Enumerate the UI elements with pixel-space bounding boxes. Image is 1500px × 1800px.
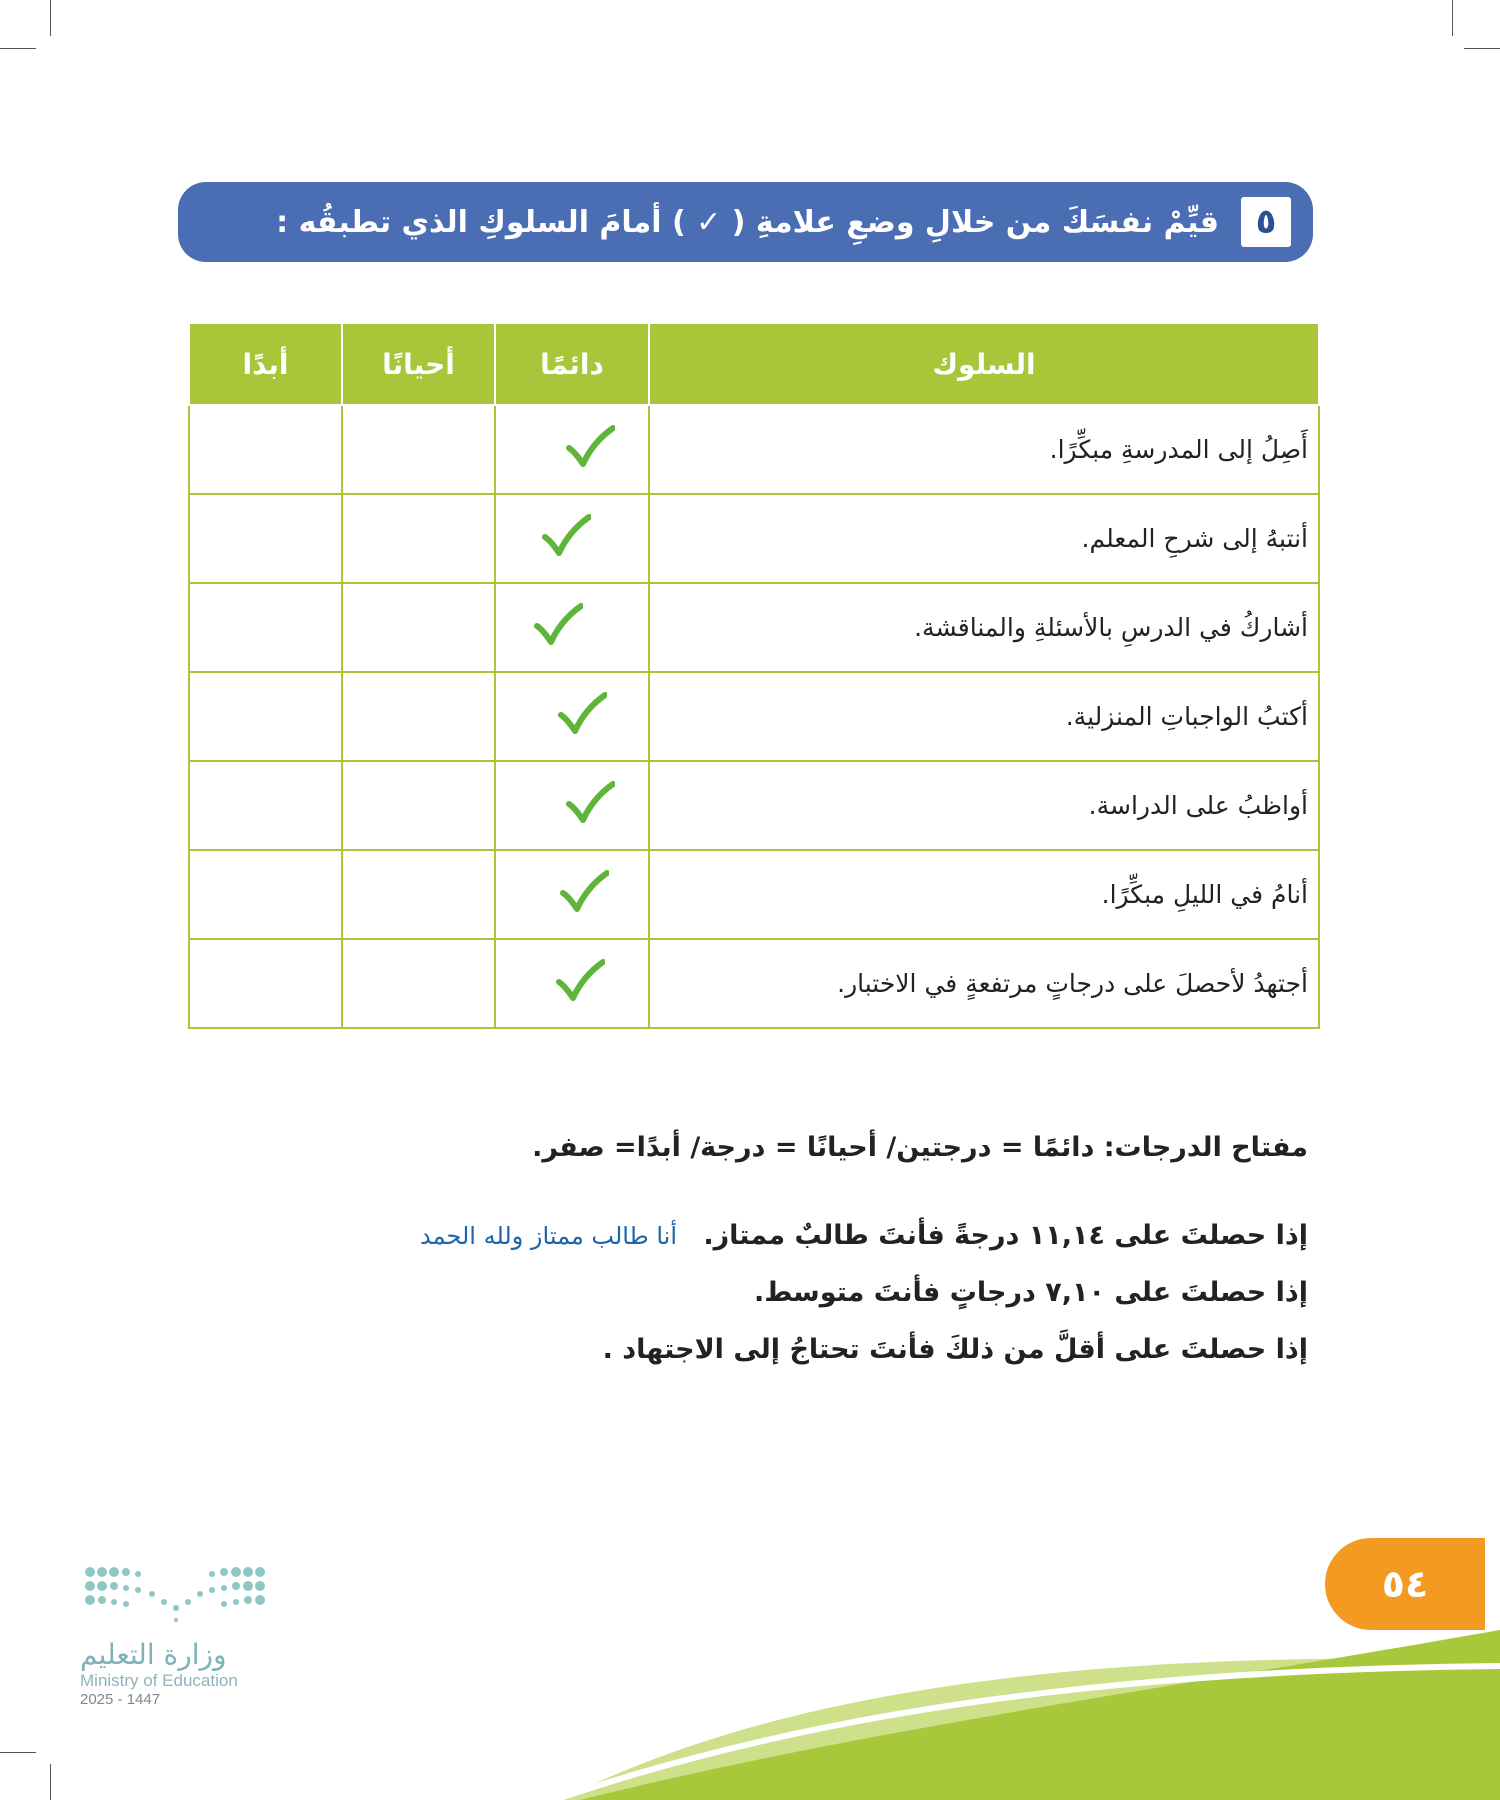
answer-cell[interactable] — [189, 494, 342, 583]
answer-cell[interactable] — [189, 761, 342, 850]
table-row — [189, 939, 1319, 1028]
answer-cell[interactable] — [342, 405, 495, 494]
page-number-tab: ٥٤ — [1325, 1538, 1485, 1630]
check-mark-icon — [557, 691, 607, 737]
behavior-table — [188, 322, 1320, 1029]
answer-cell[interactable] — [189, 583, 342, 672]
check-mark-icon — [555, 958, 605, 1004]
answer-cell[interactable] — [495, 761, 649, 850]
handwritten-note: أنا طالب ممتاز ولله الحمد — [420, 1222, 678, 1250]
scoring-line-average: إذا حصلتَ على ٧,١٠ درجاتٍ فأنتَ متوسط. — [754, 1277, 1308, 1308]
check-mark-icon — [559, 869, 609, 915]
column-header-never: أبدًا — [189, 323, 342, 405]
crop-mark — [1464, 48, 1500, 49]
check-mark-icon — [541, 513, 591, 559]
answer-cell[interactable] — [189, 939, 342, 1028]
table-row — [189, 494, 1319, 583]
answer-cell[interactable] — [342, 850, 495, 939]
answer-cell[interactable] — [495, 583, 649, 672]
crop-mark — [50, 1764, 51, 1800]
table-row — [189, 761, 1319, 850]
behavior-cell: أنامُ في الليلِ مبكِّرًا. — [649, 850, 1319, 939]
answer-cell[interactable] — [495, 850, 649, 939]
answer-cell[interactable] — [495, 494, 649, 583]
table-row — [189, 583, 1319, 672]
instruction-banner — [178, 182, 1313, 262]
answer-cell[interactable] — [189, 850, 342, 939]
logo-year-text: 2025 - 1447 — [80, 1691, 161, 1708]
behavior-cell: أَصِلُ إلى المدرسةِ مبكِّرًا. — [649, 405, 1319, 494]
logo-english-text: Ministry of Education — [80, 1671, 238, 1690]
answer-cell[interactable] — [342, 761, 495, 850]
scoring-key: مفتاح الدرجات: دائمًا = درجتين/ أحيانًا = درجة/ أبدًا= صفر. — [532, 1132, 1308, 1163]
answer-cell[interactable] — [342, 583, 495, 672]
table-body — [189, 405, 1319, 1028]
table-header-row — [189, 323, 1319, 405]
wave-dark — [580, 1630, 1500, 1800]
scoring-line-excellent: إذا حصلتَ على ١١,١٤ درجةً فأنتَ طالبٌ ممتاز. — [703, 1220, 1308, 1251]
answer-cell[interactable] — [342, 672, 495, 761]
crop-mark — [0, 48, 36, 49]
ministry-logo — [80, 1560, 280, 1708]
table-row — [189, 672, 1319, 761]
decorative-waves — [560, 1630, 1500, 1800]
crop-mark — [1452, 0, 1453, 36]
crop-mark — [0, 1752, 36, 1753]
check-mark-icon — [533, 602, 583, 648]
column-header-sometimes: أحيانًا — [342, 323, 495, 405]
answer-cell[interactable] — [495, 405, 649, 494]
answer-cell[interactable] — [342, 939, 495, 1028]
table-row — [189, 850, 1319, 939]
check-mark-icon — [565, 780, 615, 826]
logo-dots-icon — [80, 1560, 270, 1630]
instruction-text: قيِّمْ نفسَكَ من خلالِ وضعِ علامةِ ( ✓ ) أمامَ السلوكِ الذي تطبقُه : — [276, 204, 1219, 240]
answer-cell[interactable] — [189, 672, 342, 761]
table-row — [189, 405, 1319, 494]
behavior-cell: أكتبُ الواجباتِ المنزلية. — [649, 672, 1319, 761]
question-number: ٥ — [1241, 197, 1291, 247]
answer-cell[interactable] — [495, 939, 649, 1028]
crop-mark — [50, 0, 51, 36]
behavior-cell: أجتهدُ لأحصلَ على درجاتٍ مرتفعةٍ في الاختبار. — [649, 939, 1319, 1028]
behavior-cell: أنتبهُ إلى شرحِ المعلم. — [649, 494, 1319, 583]
answer-cell[interactable] — [495, 672, 649, 761]
behavior-cell: أواظبُ على الدراسة. — [649, 761, 1319, 850]
logo-arabic-text: وزارة التعليم — [80, 1638, 227, 1671]
check-mark-icon — [565, 424, 615, 470]
behavior-cell: أشاركُ في الدرسِ بالأسئلةِ والمناقشة. — [649, 583, 1319, 672]
column-header-behavior: السلوك — [649, 323, 1319, 405]
answer-cell[interactable] — [189, 405, 342, 494]
scoring-line-needs-effort: إذا حصلتَ على أقلَّ من ذلكَ فأنتَ تحتاجُ إلى الاجتهاد . — [602, 1334, 1308, 1365]
column-header-always: دائمًا — [495, 323, 649, 405]
answer-cell[interactable] — [342, 494, 495, 583]
